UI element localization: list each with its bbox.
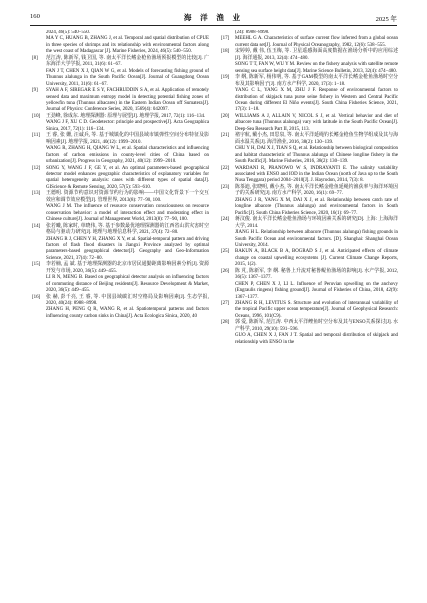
reference-translation: [32, 275, 209, 294]
reference-number: [20]: [221, 113, 230, 119]
reference-entry: [221, 185, 398, 198]
reference-number: [28]: [221, 320, 230, 326]
reference-entry: [32, 224, 209, 237]
reference-number: [9]: [32, 88, 38, 94]
reference-number: [24]: [221, 217, 230, 223]
reference-text: WILLIAMS A J, ALLAIN V, NICOL S J, et al. Vertical behavior and diet of albacore tuna (Thunnus alalunga) vary with latitude in the South Pacific Ocean[J]. Deep-Sea Research Part II, 2015, 113.: [235, 113, 398, 132]
reference-number: [26]: [221, 268, 230, 274]
reference-text: WANG R, ZHANG H, QIANG W L, et al. Spatial characteristics and influencing factors of carbon emissions in county-level cities of China based on urbanization[J]. Progress in Geography, 2021, 40(12): 1999−2010.: [46, 146, 209, 165]
reference-entry: [221, 301, 398, 320]
reference-number: [14]: [32, 223, 41, 229]
reference-translation: [221, 230, 398, 249]
reference-entry: [32, 295, 209, 308]
reference-entry: [221, 114, 398, 133]
reference-translation: [221, 198, 398, 217]
reference-entry: [221, 249, 398, 268]
reference-entry: [32, 166, 209, 192]
reference-translation: [32, 237, 209, 263]
reference-translation: [221, 146, 398, 165]
reference-number: [19]: [221, 75, 230, 81]
reference-number: [22]: [221, 165, 230, 171]
reference-text: ZHANG R H, LEVITUS S. Structure and evolution of interannual variability of the tropical Pacific upper ocean temperature[J]. Journal of Geophysical Research: Oceans, 1996, 101(C9).: [235, 301, 398, 319]
reference-text: 王德明. 资源节约意识对资源节约行为的影响——中国文化背景下一个交互效应和调节效应模型[J]. 管理世界, 2013(8): 77−90, 100.: [46, 191, 209, 203]
reference-text: JIANG H L. Relationship between albacore (Thunnus alalunga) fishing grounds in South Pacific Ocean and environmental factors. [D]. Shanghai: Shanghai Ocean University, 2014.: [235, 230, 398, 248]
reference-text: 李 纲, 陈新军, 杨伟明, 等. 基于GAM模型的南太平洋长鳍金枪鱼渔场时空分布及其影响因子[J]. 南方水产科学, 2020, 17(3): 1−18.: [235, 75, 398, 87]
reference-text: ZHANG J R, YANG X M, DAI X J, et al. Relationship between catch rate of longline albacore (Thunnus alalunga) and environmental factors in South Pacific[J]. South China Fisheries Science, 2020, 16(1): 69−77.: [235, 197, 398, 216]
reference-text: 张 赫, 彭千亮, 王 睿, 等. 中国县域碳汇时空格局及影响因素[J]. 生态学报, 2020, 40(24): 8988−8998.: [46, 294, 209, 307]
reference-number: [25]: [221, 249, 230, 255]
reference-text: MEEHL G A. Characteristics of surface current flow inferred from a global ocean current data set[J]. Journal of Physical Oceanography, 1982, 12(6): 538−555.: [235, 36, 398, 48]
reference-text: 王劲峰, 徐成东. 地理探测器: 原理与展望[J]. 地理学报, 2017, 72(1): 116−134.: [46, 113, 206, 119]
reference-number: [18]: [221, 49, 230, 55]
reference-entry: [32, 262, 209, 275]
reference-text: ZHANG H, PENG Q R, WANG R, et al. Spatiotemporal patterns and factors influencing county carbon sinks in China[J]. Acta Ecologica Sinica, 2020, 40: [46, 307, 209, 319]
reference-text: GUO A, CHEN X J, FAN J T. Spatial and temporal distribution of skipjack and relationship with ENSO in the: [235, 333, 398, 345]
reference-translation: [32, 146, 209, 165]
reference-text: 陈茶迪, 张晓明, 戴小杰, 等. 南太平洋长鳍金枪鱼延绳钓渔获率与海洋环境因子的关系研究[J]. 南方水产科学, 2020, 16(1): 69−77.: [235, 184, 398, 197]
reference-translation: [32, 307, 209, 320]
reference-text: SONG T T, FAN W, WU Y M. Review on the fishery analysis with satellite remote sensing sea surface height data[J]. Marine Science Bulletin, 2013, 32(4): 474−480.: [235, 62, 398, 74]
reference-number: [15]: [32, 262, 41, 268]
reference-translation: [221, 88, 398, 114]
reference-translation: [32, 120, 209, 133]
reference-text: SYAH A F, SIREGAR E S Y, FACHRUDDIN S A, et al. Application of remotely sensed data and maximum entropy model in detecting potential fishing zones of yellowfin tuna (Thunnus albacares) in the Eastern Indian Ocean off Sumatera[J]. Journal of Physics: Conference Series, 2020, 1569(4): 042097.: [46, 88, 209, 113]
reference-text: 张若曦, 陈家时, 单晓伟, 等. 基于参数最优地理探测器的江西省山洪灾害时空格局与驱动力研究[J]. 地理与地理信息科学, 2021, 37(4): 72−80.: [46, 223, 209, 236]
reference-text: 陈 芃, 陈新军, 李 纲. 秘鲁上升流对秘鲁鳀鱼渔场的影响[J]. 水产学报, 2012, 36(5): 1367−1377.: [235, 268, 398, 281]
journal-title: 海 洋 渔 业: [183, 13, 244, 22]
reference-number: [11]: [32, 133, 40, 139]
reference-number: [21]: [221, 133, 230, 139]
reference-text: 宋婷婷, 戴 伟, 伍玉梅, 等. 卫星遥感海面高度数据在渔场分析中的应用综述[J]. 海洋通报, 2013, 32(4): 474−480.: [235, 49, 398, 61]
reference-text: WARDANI R, PRANOWO W S, INDRAYANTI E. The salinity variability associated with ENSO and IOD in the Indian Ocean (north of Java up to the South Nusa Tenggara) period 2004−2010[J]. J. Hayrodon, 2014, 7(3): 8.: [235, 165, 398, 184]
page-number: 160: [30, 13, 40, 20]
reference-translation: [32, 204, 209, 223]
reference-number: [23]: [221, 184, 230, 190]
reference-number: [27]: [221, 301, 230, 307]
reference-number: [8]: [32, 55, 38, 61]
reference-text: YANG C L, YANG X M, ZHU J F. Response of environmental factors to distribution of skipjack tuna purse seine fishery in Western and Central Pacific Ocean during different El Niño events[J]. South China Fisheries Science, 2021, 17(3): 1−18.: [235, 88, 398, 113]
reference-entry: [32, 191, 209, 204]
reference-text: 王 睿, 张 姗, 汪诚兵, 等. 基于城镇化的中国县域市镇弹性空间分布特征及影响因素[J]. 地理学报, 2021, 40(12): 1999−2010.: [46, 133, 209, 145]
reference-entry: [32, 88, 209, 114]
reference-text: 范江涛, 陈新军, 钱卫国, 等. 南太平洋长鳍金枪鱼渔场预报模型的比较[J]. 广东海洋大学学报, 2011, 31(6): 61−67.: [46, 55, 209, 68]
reference-number: [12]: [32, 165, 41, 171]
reference-entry: [221, 269, 398, 282]
reference-text: LI R N, MENG B. Based on geographical detector analysis on influencing factors of commuting distance of Beijing residents[J]. Resource Development & Market, 2020, 36(5): 449−455.: [46, 275, 209, 294]
reference-entry: [32, 56, 209, 69]
reference-number: [17]: [221, 36, 230, 42]
reference-entry: [32, 133, 209, 146]
reference-text: BAKUN A, BLACK B A, BOGRAD S J, et al. Anticipated effects of climate change on coastal upwelling ecosystems [J]. Current Climate Change Reports, 2015, 1(2).: [235, 249, 398, 268]
reference-text: CHU Y H, DAI X J, TIAN S Q, et al. Relationship between biological composition and habitat characteristic of Thunnus alalunga of Chinese longline fishery in the South Pacific[J]. Marine Fisheries, 2016, 38(2): 130−139.: [235, 146, 398, 165]
references-right-column: [221, 30, 398, 598]
reference-text: 李若楠, 孟 斌. 基于地理探测器的北京市居民通勤距离影响因素分析[J]. 资源开发与市场, 2020, 36(5): 449−455.: [46, 262, 209, 274]
reference-entry: [221, 49, 398, 62]
reference-text: 褚宇航, 戴小杰, 田思泉, 等. 南太平洋延绳钓长鳍金枪鱼生物学组成及其与海面水温关系[J]. 海洋渔业, 2016, 38(2): 130−139.: [235, 133, 398, 145]
reference-text: ZHANG R J, CHEN Y H, ZHANG X Y, et al. Spatial-temporal pattern and driving factors of flash flood disasters in Jiangxi Province analyzed by optimal parameters-based geographical detector[J]. Geography and Geo-Information Science, 2021, 37(4): 72−80.: [46, 236, 209, 261]
publication-year: 2025 年: [375, 16, 397, 23]
reference-number: [16]: [32, 294, 41, 300]
reference-translation: [221, 62, 398, 75]
reference-text: WANG J M. The influence of resource conservation consciousness on resource conservation behavior: a model of interaction effect and moderating effect in Chinese culture[J]. Journal of Management World, 2013(8): 77−90, 100.: [46, 204, 209, 223]
reference-entry: [221, 166, 398, 185]
reference-number: [10]: [32, 113, 41, 119]
reference-translation: [32, 69, 209, 88]
reference-entry: [221, 217, 398, 230]
reference-translation: [221, 282, 398, 301]
reference-text: SONG Y, WANG J F, GE Y, et al. An optimal parameters-based geographical detector model enhances geographic characteristics of explanatory variables for spatial heterogeneity analysis: cases with different types of spatial data[J]. GIScience & Remote Sensing, 2020, 57(5): 593−610.: [46, 165, 209, 190]
reference-number: [13]: [32, 191, 41, 197]
reference-text: 2024, 46(5): 540−550.: [46, 30, 91, 35]
references-left-column: [32, 30, 209, 598]
reference-text: WANG J F, XU C D. Geodetector: principle and prospective[J]. Acta Geographica Sinica, 2017, 72(1): 116−134.: [46, 120, 209, 132]
reference-entry: [221, 133, 398, 146]
reference-text: (24): 8988−8998.: [235, 30, 270, 35]
reference-text: CHEN P, CHEN X J, LI L. Influence of Peruvian upwelling on the anchovy (Engraulis ringens) fishing ground[J]. Journal of Fisheries of China, 2018, 42(9): 1367−1377.: [235, 281, 398, 300]
reference-text: 郭 爱, 陈新军, 范江涛. 中西太平洋鲣鱼时空分布及其与ENSO关系探讨[J]. 水产科学, 2010, 29(10): 591−596.: [235, 320, 398, 332]
reference-entry: [221, 320, 398, 333]
reference-translation: [221, 333, 398, 346]
reference-text: FAN J T, CHEN X J, QIAN W G, et al. Models of forecasting fishing ground of Thunnus alalunga in the South Pacific Ocean[J]. Journal of Guangdong Ocean University, 2011, 31(6): 61−67.: [46, 68, 209, 87]
reference-translation: [32, 36, 209, 55]
reference-text: MA Y C, HUANG B, ZHANG J, et al. Temporal and spatial distribution of CPUE in three species of shrimps and its relationship with environmental factors along the west coast of Madagascar [J]. Marine Fisheries, 2024, 46(5): 540−550.: [46, 36, 209, 55]
reference-entry: [221, 36, 398, 49]
reference-text: 蒋汶俊. 南太平洋长鳍金枪鱼渔场与环境因素关系的研究[D]. 上海: 上海海洋大学, 2014.: [235, 217, 398, 229]
running-header: [30, 9, 397, 26]
reference-entry: [221, 75, 398, 88]
